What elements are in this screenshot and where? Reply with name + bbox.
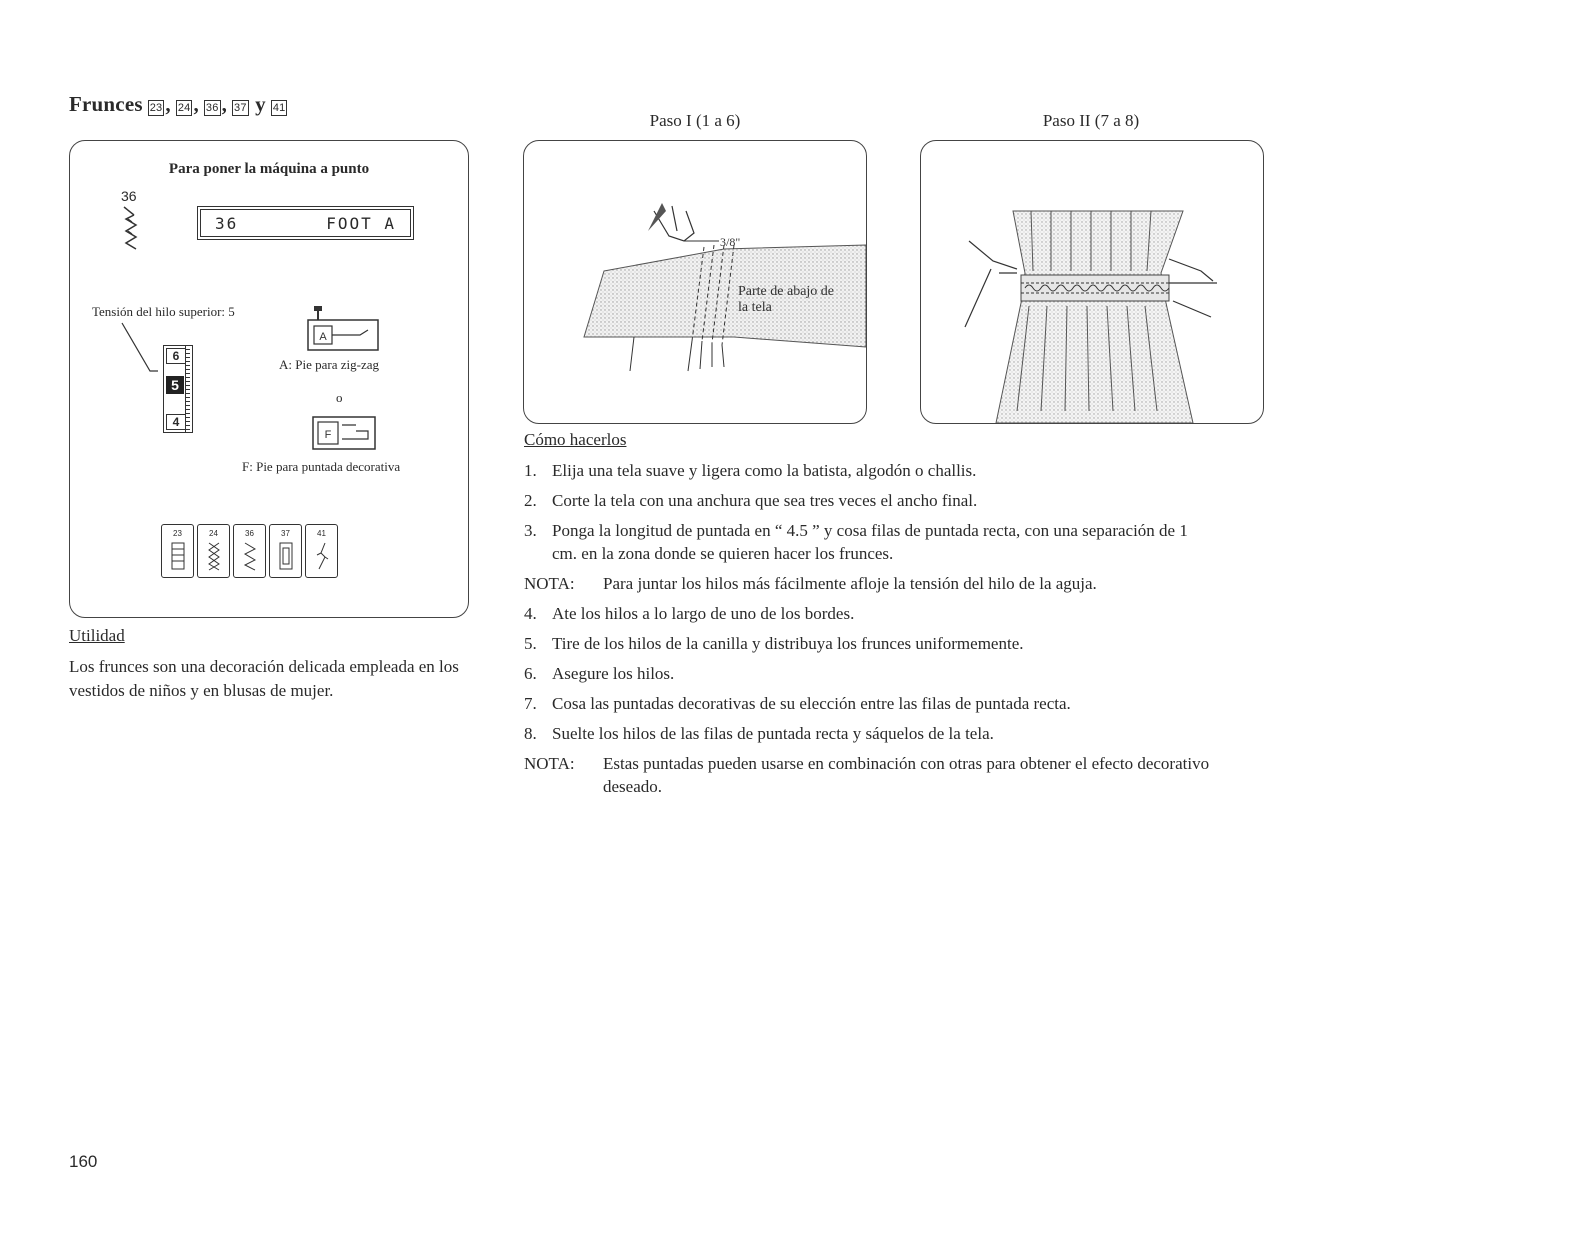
underside-label-line2: la tela xyxy=(738,300,772,315)
list-item: 4. Ate los hilos a lo largo de uno de los bordes. xyxy=(524,604,855,623)
pattern-button-36[interactable]: 36 xyxy=(233,524,266,578)
stitch-pattern-icon xyxy=(120,205,142,251)
list-item: 3. Ponga la longitud de puntada en “ 4.5 ” y cosa filas de puntada recta, con una separación de 1 cm. en la zona donde se quieren hacer los frunces. xyxy=(524,521,1188,563)
list-item: 5. Tire de los hilos de la canilla y distribuya los frunces uniformemente. xyxy=(524,634,1024,653)
step1-caption: Paso I (1 a 6) xyxy=(649,111,741,130)
pattern-button-24[interactable]: 24 xyxy=(197,524,230,578)
presser-foot-f-icon xyxy=(310,411,380,455)
page-title xyxy=(69,92,288,117)
foot-f-label: F: Pie para puntada decorativa xyxy=(242,459,401,474)
dial-value-4: 4 xyxy=(166,414,186,430)
lcd-display xyxy=(200,209,411,237)
dial-value-6: 6 xyxy=(166,348,186,364)
utilidad-text: Los frunces son una decoración delicada empleada en los vestidos de niños y en blusas de mujer. xyxy=(69,657,459,700)
list-item: 7. Cosa las puntadas decorativas de su elección entre las filas de puntada recta. xyxy=(524,694,1071,713)
foot-f-letter: F xyxy=(324,429,332,441)
underside-label-line1: Parte de abajo de xyxy=(738,284,835,299)
pattern-button-41[interactable]: 41 xyxy=(305,524,338,578)
pattern-button-37[interactable]: 37 xyxy=(269,524,302,578)
title-pattern-23: 23 , xyxy=(149,92,171,116)
step1-figure xyxy=(523,140,867,424)
list-item: 6. Asegure los hilos. xyxy=(524,664,675,683)
title-pattern-37: 37 y xyxy=(234,92,266,116)
fabric-stitching-illustration xyxy=(524,141,866,423)
title-pattern-24: 24 , xyxy=(177,92,199,116)
list-item: 1. Elija una tela suave y ligera como la batista, algodón o challis. xyxy=(524,461,977,480)
pattern-button-23[interactable]: 23 xyxy=(161,524,194,578)
presser-foot-a-icon xyxy=(302,306,388,356)
dial-value-5: 5 xyxy=(166,376,184,394)
foot-a-letter: A xyxy=(319,331,327,343)
title-pattern-36: 36 , xyxy=(205,92,228,116)
note-item: NOTA: Para juntar los hilos más fácilmente afloje la tensión del hilo de la aguja. xyxy=(524,574,1097,593)
setup-pattern-number: 36 xyxy=(121,188,137,204)
step2-figure xyxy=(920,140,1264,424)
step2-caption: Paso II (7 a 8) xyxy=(1042,111,1140,130)
title-text: Frunces xyxy=(69,92,143,116)
foot-a-label: A: Pie para zig-zag xyxy=(279,357,379,372)
list-item: 2. Corte la tela con una anchura que sea tres veces el ancho final. xyxy=(524,491,978,510)
note-item: NOTA: Estas puntadas pueden usarse en combinación con otras para obtener el efecto decorativo deseado. xyxy=(524,754,1210,796)
setup-heading: Para poner la máquina a punto xyxy=(168,161,370,177)
list-item: 8. Suelte los hilos de las filas de puntada recta y sáquelos de la tela. xyxy=(524,724,994,743)
instruction-list xyxy=(524,459,1284,805)
lcd-pattern: 36 xyxy=(215,213,239,233)
smocked-fabric-illustration xyxy=(921,141,1263,423)
seam-measure-label: 3/8" xyxy=(720,235,741,249)
lcd-foot: FOOT A xyxy=(326,213,396,233)
or-label: o xyxy=(336,390,343,405)
title-pattern-41: 41 xyxy=(272,102,286,114)
machine-setup-box xyxy=(69,140,469,618)
como-heading: Cómo hacerlos xyxy=(524,430,627,449)
tension-dial xyxy=(163,345,193,433)
utilidad-heading: Utilidad xyxy=(69,626,125,645)
pattern-buttons xyxy=(161,524,338,578)
tension-label: Tensión del hilo superior: 5 xyxy=(92,304,235,319)
page-number: 160 xyxy=(69,1152,98,1171)
